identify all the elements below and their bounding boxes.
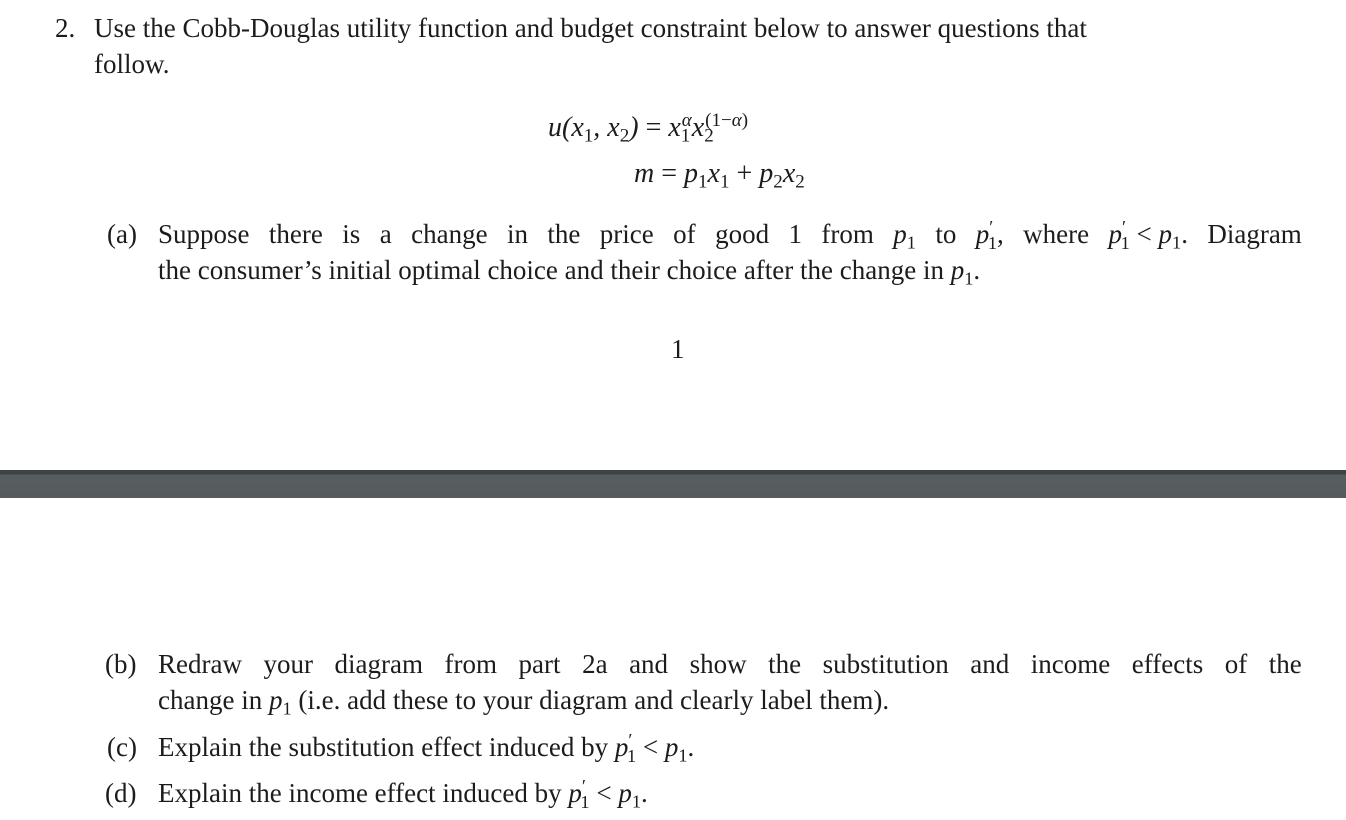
page-separator xyxy=(0,470,1346,498)
part-a-line1: Suppose there is a change in the price of good 1 from $p_1$ to $p'_1$, where $p'_1 < p_1$. Diagram xyxy=(158,216,1302,253)
part-a-line2: the consumer’s initial optimal choice and their choice after the change in $p_1$. xyxy=(158,255,981,289)
part-a-label: (a) xyxy=(107,219,137,249)
part-b-label: (b) xyxy=(105,649,137,679)
utility-lhs: $u(x_1$, $x_2$) xyxy=(548,112,639,147)
part-b-line1: Redraw your diagram from part 2a and show the substitution and income effects of the xyxy=(158,649,1302,679)
page-number: 1 xyxy=(671,334,685,364)
question-number: 2. xyxy=(55,13,76,43)
utility-equation: $u(x_1$, $x_2) = x_1^\alpha x_2^{(1-\alpha)}$ xyxy=(548,109,749,147)
part-b-line2: change in $p_1$ (i.e. add these to your diagram and clearly label them). xyxy=(158,685,890,719)
question-intro xyxy=(94,10,1302,46)
budget-rhs: $p_1x_1 + p_2x_2$ xyxy=(684,158,805,193)
part-d-label: (d) xyxy=(105,778,137,808)
part-d-text: Explain the income effect induced by $p'_1 < p_1$. xyxy=(158,775,648,812)
question-intro-line1: Use the Cobb-Douglas utility function and budget constraint below to answer questions that xyxy=(94,13,1087,43)
part-c-text: Explain the substitution effect induced by $p'_1 < p_1$. xyxy=(158,729,695,766)
question-intro-line2: follow. xyxy=(94,49,170,79)
utility-rhs: $x_1^\alpha x_2^{(1-\alpha)}$ xyxy=(668,109,749,147)
part-c-label: (c) xyxy=(107,732,137,762)
budget-lhs: m xyxy=(634,158,655,189)
budget-equation: $m = p_1x_1 + p_2x_2$ xyxy=(634,158,805,193)
